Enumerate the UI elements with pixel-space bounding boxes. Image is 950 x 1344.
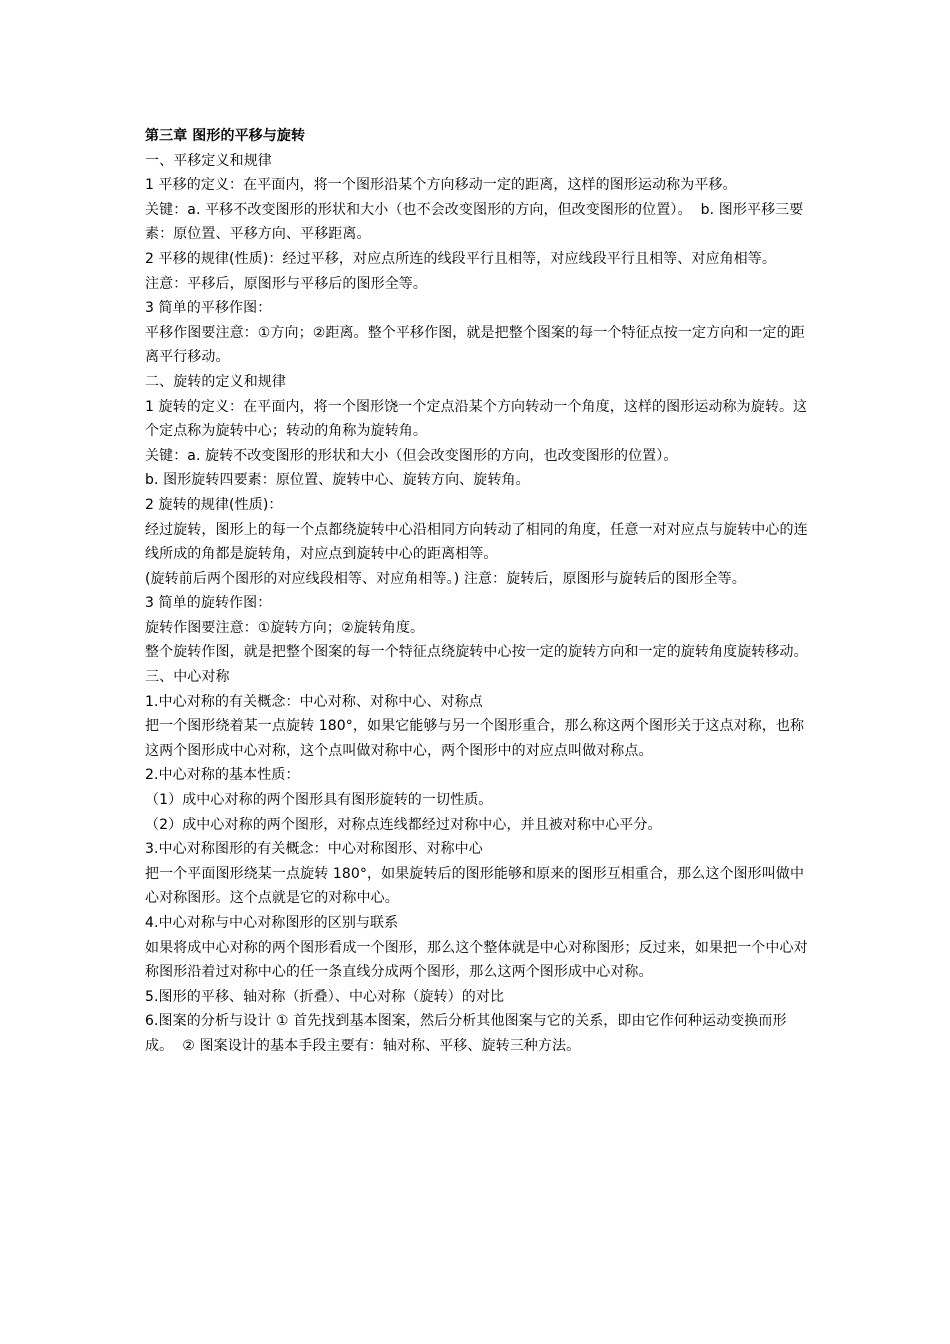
paragraph: 2 旋转的规律(性质)： <box>145 496 283 513</box>
paragraph: 4.中心对称与中心对称图形的区别与联系 <box>145 915 399 931</box>
paragraph: 3.中心对称图形的有关概念：中心对称图形、对称中心 <box>145 841 483 858</box>
paragraph: （2）成中心对称的两个图形，对称点连线都经过对称中心，并且被对称中心平分。 <box>145 816 662 833</box>
paragraph: b. 图形旋转四要素：原位置、旋转中心、旋转方向、旋转角。 <box>145 472 530 489</box>
paragraph: 关键：a. 平移不改变图形的形状和大小（也不会改变图形的方向，但改变图形的位置）。 b. 图形平移三要素：原位置、平移方向、平移距离。 <box>145 201 804 243</box>
paragraph: 2.中心对称的基本性质： <box>145 767 300 784</box>
paragraph: 整个旋转作图，就是把整个图案的每一个特征点绕旋转中心按一定的旋转方向和一定的旋转角度旋转移动。 <box>145 644 808 661</box>
paragraph: 5.图形的平移、轴对称（折叠）、中心对称（旋转）的对比 <box>145 988 505 1005</box>
paragraph: (旋转前后两个图形的对应线段相等、对应角相等。) 注意：旋转后，原图形与旋转后的图形全等。 <box>145 570 746 587</box>
paragraph: 2 平移的规律(性质)：经过平移，对应点所连的线段平行且相等，对应线段平行且相等、对应角相等。 <box>145 250 776 267</box>
chapter-title: 第三章 图形的平移与旋转 <box>145 128 306 144</box>
paragraph: 6.图案的分析与设计 ① 首先找到基本图案，然后分析其他图案与它的关系，即由它作何种运动变换而形成。 ② 图案设计的基本手段主要有：轴对称、平移、旋转三种方法。 <box>145 1013 787 1054</box>
paragraph: 平移作图要注意：①方向；②距离。整个平移作图，就是把整个图案的每一个特征点按一定方向和一定的距离平行移动。 <box>145 324 805 366</box>
paragraph: （1）成中心对称的两个图形具有图形旋转的一切性质。 <box>145 792 493 809</box>
paragraph: 经过旋转，图形上的每一个点都绕旋转中心沿相同方向转动了相同的角度，任意一对对应点与旋转中心的连线所成的角都是旋转角，对应点到旋转中心的距离相等。 <box>145 521 808 563</box>
paragraph: 1 旋转的定义：在平面内，将一个图形饶一个定点沿某个方向转动一个角度，这样的图形运动称为旋转。这个定点称为旋转中心；转动的角称为旋转角。 <box>145 398 808 440</box>
paragraph: 注意：平移后，原图形与平移后的图形全等。 <box>145 275 427 292</box>
section-heading-translation: 一、平移定义和规律 <box>145 152 272 169</box>
paragraph: 关键：a. 旋转不改变图形的形状和大小（但会改变图形的方向，也改变图形的位置）。 <box>145 447 678 464</box>
paragraph: 1 平移的定义：在平面内，将一个图形沿某个方向移动一定的距离，这样的图形运动称为平移。 <box>145 177 737 194</box>
document-page <box>145 124 811 1059</box>
section-heading-rotation: 二、旋转的定义和规律 <box>145 373 286 390</box>
paragraph: 把一个图形绕着某一点旋转 180°，如果它能够与另一个图形重合，那么称这两个图形关于这点对称，也称这两个图形成中心对称，这个点叫做对称中心，两个图形中的对应点叫做对称点。 <box>145 718 805 759</box>
paragraph: 3 简单的平移作图： <box>145 300 272 317</box>
paragraph: 旋转作图要注意：①旋转方向；②旋转角度。 <box>145 619 425 636</box>
paragraph: 1.中心对称的有关概念：中心对称、对称中心、对称点 <box>145 693 483 710</box>
paragraph: 如果将成中心对称的两个图形看成一个图形，那么这个整体就是中心对称图形；反过来，如果把一个中心对称图形沿着过对称中心的任一条直线分成两个图形，那么这两个图形成中心对称。 <box>145 939 808 981</box>
paragraph: 3 简单的旋转作图： <box>145 595 272 612</box>
section-heading-central-symmetry: 三、中心对称 <box>145 669 230 686</box>
paragraph: 把一个平面图形绕某一点旋转 180°，如果旋转后的图形能够和原来的图形互相重合，那么这个图形叫做中心对称图形。这个点就是它的对称中心。 <box>145 865 805 907</box>
